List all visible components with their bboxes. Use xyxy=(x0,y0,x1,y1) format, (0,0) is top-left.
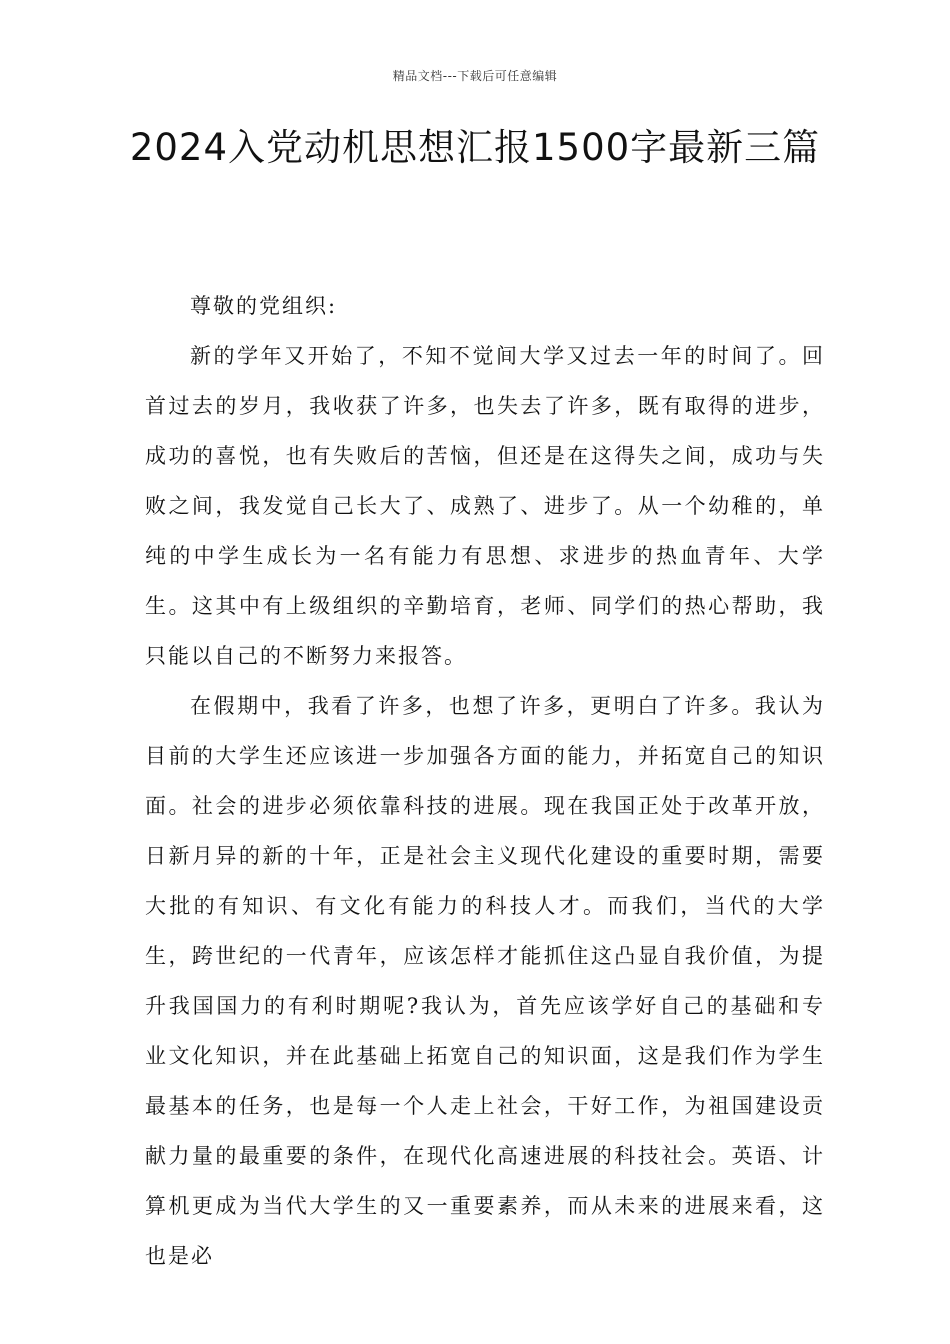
page-header: 精品文档---下载后可任意编辑 xyxy=(392,69,558,83)
paragraph: 在假期中，我看了许多，也想了许多，更明白了许多。我认为目前的大学生还应该进一步加强各方面的能力，并拓宽自己的知识面。社会的进步必须依靠科技的进展。现在我国正处于改革开放，日新月异的新的十年，正是社会主义现代化建设的重要时期，需要大批的有知识、有文化有能力的科技人才。而我们，当代的大学生，跨世纪的一代青年，应该怎样才能抓住这凸显自我价值，为提升我国国力的有利时期呢?我认为，首先应该学好自己的基础和专业文化知识，并在此基础上拓宽自己的知识面，这是我们作为学生最基本的任务，也是每一个人走上社会，干好工作，为祖国建设贡献力量的最重要的条件，在现代化高速进展的科技社会。英语、计算机更成为当代大学生的又一重要素养，而从未来的进展来看，这也是必 xyxy=(145,694,825,1268)
paragraph: 新的学年又开始了，不知不觉间大学又过去一年的时间了。回首过去的岁月，我收获了许多，也失去了许多，既有取得的进步，成功的喜悦，也有失败后的苦恼，但还是在这得失之间，成功与失败之间，我发觉自己长大了、成熟了、进步了。从一个幼稚的，单纯的中学生成长为一名有能力有思想、求进步的热血青年、大学生。这其中有上级组织的辛勤培育，老师、同学们的热心帮助，我只能以自己的不断努力来报答。 xyxy=(145,344,825,668)
document-title: 2024入党动机思想汇报1500字最新三篇 xyxy=(129,126,821,169)
document-body xyxy=(145,281,825,1281)
salutation: 尊敬的党组织: xyxy=(190,294,338,318)
